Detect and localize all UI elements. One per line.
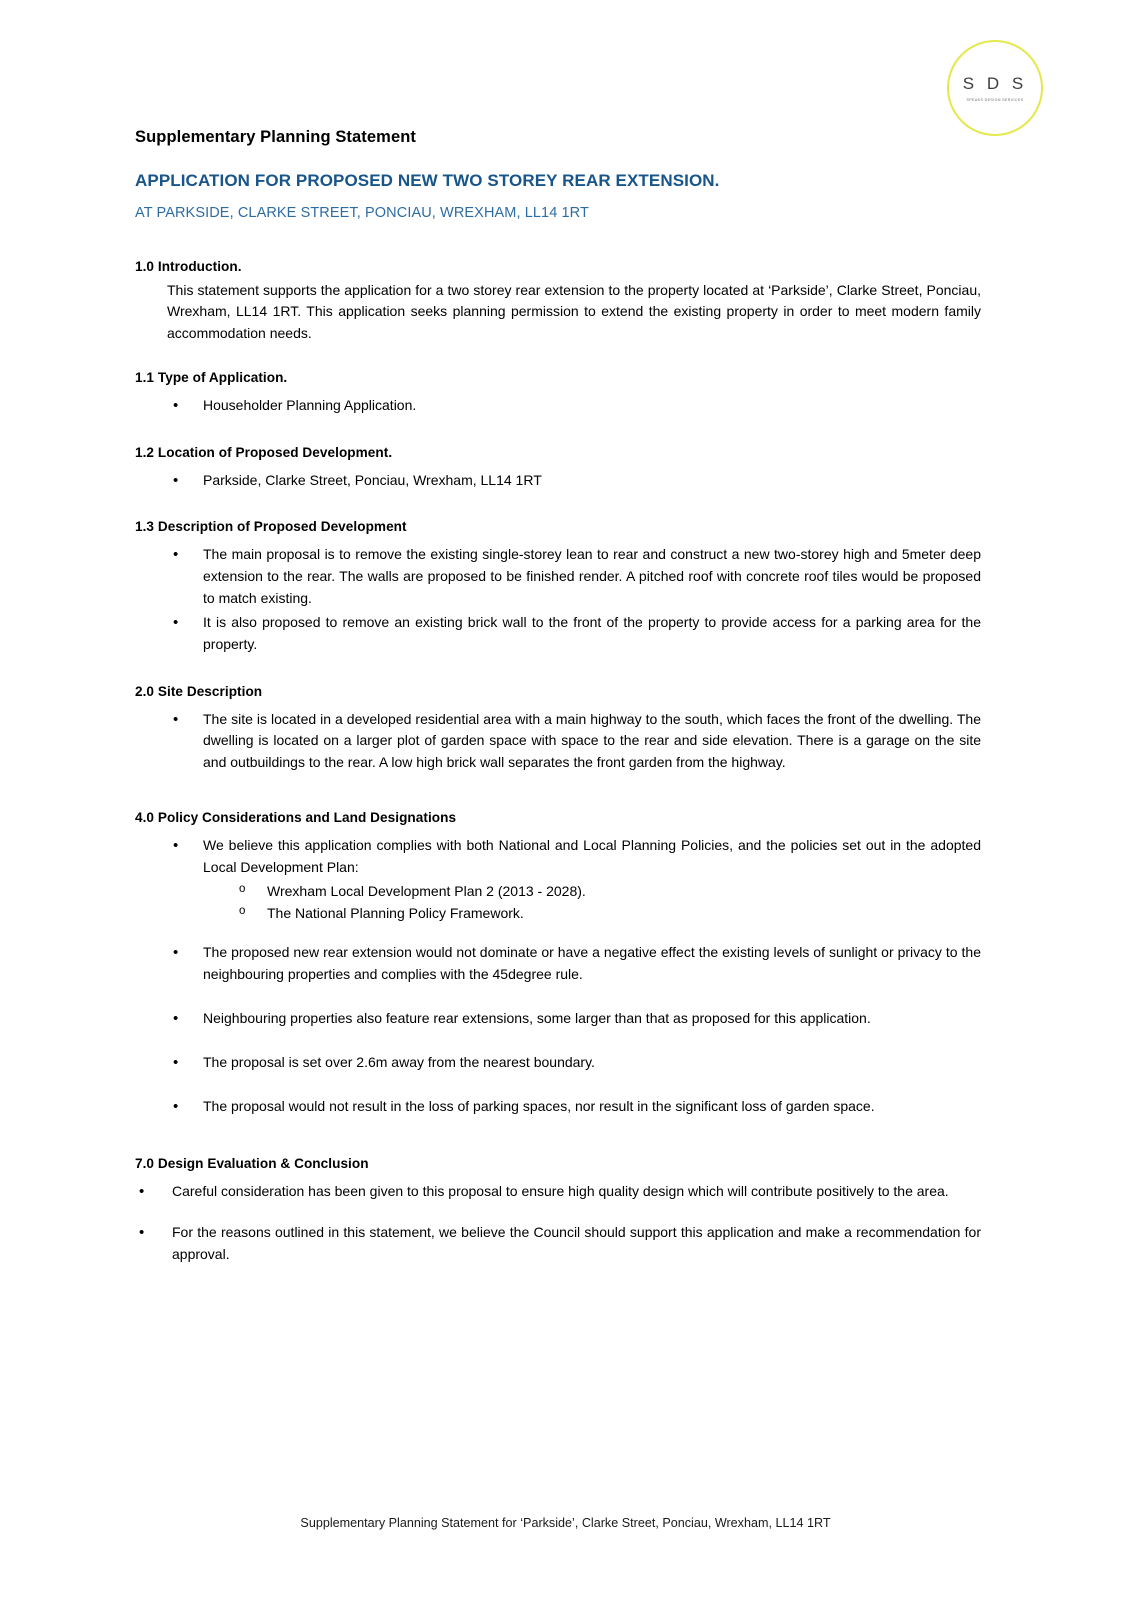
section-heading-description: 1.3 Description of Proposed Development — [135, 519, 407, 535]
list-item: • We believe this application complies with both National and Local Planning Policies, and the policies set out in the adopted Local Development Plan: — [135, 835, 981, 879]
description-list — [135, 544, 981, 655]
list-item: • For the reasons outlined in this statement, we believe the Council should support this application and make a recommendation for approval. — [135, 1222, 981, 1266]
introduction-paragraph: This statement supports the application for a two storey rear extension to the property located at ‘Parkside’, Clarke Street, Ponciau, Wrexham, LL14 1RT. This application seeks planning permission to extend the existing property in order to meet modern family accommodation needs. — [167, 282, 981, 341]
section-heading-policy: 4.0 Policy Considerations and Land Designations — [135, 810, 457, 826]
section-heading-introduction: 1.0 Introduction. — [135, 259, 242, 274]
application-title: APPLICATION FOR PROPOSED NEW TWO STOREY REAR EXTENSION. — [135, 171, 720, 190]
list-item: • It is also proposed to remove an existing brick wall to the front of the property to provide access for a parking area for the property. — [135, 612, 981, 656]
sds-logo — [947, 40, 1043, 136]
list-item: • Parkside, Clarke Street, Ponciau, Wrexham, LL14 1RT — [135, 470, 981, 492]
conclusion-list — [135, 1181, 981, 1266]
section-heading-type-of-application: 1.1 Type of Application. — [135, 369, 288, 385]
list-item: • The site is located in a developed residential area with a main highway to the south, which faces the front of the dwelling. The dwelling is located on a larger plot of garden space with space to the rear and side elevation. There is a garage on the site and outbuildings to the rear. A low high brick wall separates the front garden from the highway. — [135, 709, 981, 774]
policy-points-list — [135, 942, 981, 1117]
section-heading-location: 1.2 Location of Proposed Development. — [135, 444, 393, 460]
list-item: o The National Planning Policy Framework. — [135, 903, 981, 925]
list-item: • The proposal would not result in the loss of parking spaces, nor result in the significant loss of garden space. — [135, 1096, 981, 1118]
policy-sub-list — [135, 881, 981, 925]
list-item: • The main proposal is to remove the existing single-storey lean to rear and construct a new two-storey high and 5meter deep extension to the rear. The walls are proposed to be finished render. A pitched roof with concrete roof tiles would be proposed to match existing. — [135, 544, 981, 609]
page-footer: Supplementary Planning Statement for ‘Parkside’, Clarke Street, Ponciau, Wrexham, LL14 1RT — [300, 1516, 831, 1530]
logo-initials: S D S — [962, 74, 1028, 93]
list-item: • Careful consideration has been given to this proposal to ensure high quality design which will contribute positively to the area. — [135, 1181, 981, 1203]
policy-list — [135, 835, 981, 879]
page-title: Supplementary Planning Statement — [135, 128, 417, 146]
list-item: • Householder Planning Application. — [135, 395, 981, 417]
type-of-application-list — [135, 395, 981, 417]
location-list — [135, 470, 981, 492]
list-item: • The proposal is set over 2.6m away from the nearest boundary. — [135, 1052, 981, 1074]
application-address: AT PARKSIDE, CLARKE STREET, PONCIAU, WREXHAM, LL14 1RT — [135, 205, 589, 221]
logo-subtitle: SPEAKS DESIGN SERVICES — [966, 98, 1024, 102]
list-item: • The proposed new rear extension would not dominate or have a negative effect the existing levels of sunlight or privacy to the neighbouring properties and complies with the 45degree rule. — [135, 942, 981, 986]
section-heading-site-description: 2.0 Site Description — [135, 683, 263, 699]
site-description-list — [135, 709, 981, 774]
list-item: • Neighbouring properties also feature rear extensions, some larger than that as proposed for this application. — [135, 1008, 981, 1030]
section-heading-conclusion: 7.0 Design Evaluation & Conclusion — [135, 1155, 369, 1171]
list-item: o Wrexham Local Development Plan 2 (2013 - 2028). — [135, 881, 981, 903]
